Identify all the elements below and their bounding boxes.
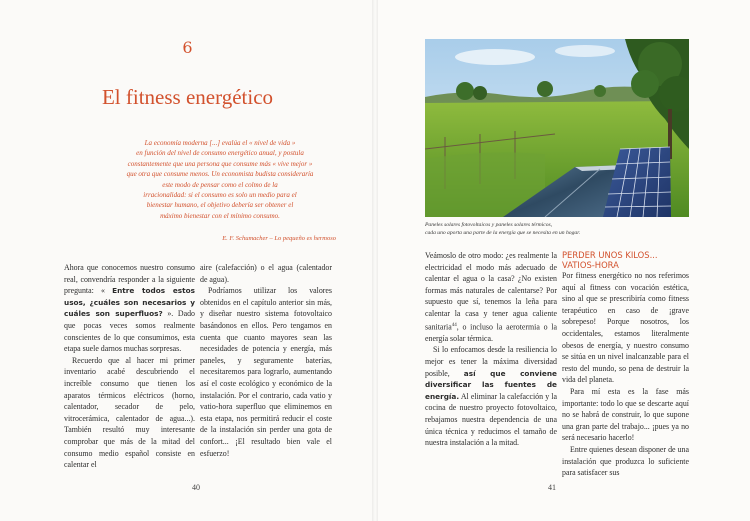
solar-panels-in-field-photo <box>425 39 689 217</box>
epigraph <box>104 138 336 221</box>
footnote-ref: 44 <box>451 322 457 328</box>
chapter-title: El fitness energético <box>101 85 274 109</box>
epigraph-line: este modo de pensar como el colmo de la <box>162 180 278 189</box>
epigraph-line: en función del nivel de consumo energético anual, y postula <box>136 149 304 158</box>
paragraph: Para mí esta es la fase más importante: todo lo que se descarte aquí no se habrá de construir, lo que supone una gran parte del trabajo... ¡pues ya no será necesario hacerlo! <box>562 386 689 443</box>
subheading-line: PERDER UNOS KILOS... <box>562 250 658 260</box>
paragraph-text: Ahora que conocemos nuestro consumo real, convendría responder a la siguiente pregunta: « <box>64 263 195 296</box>
caption-line: cada uno aporta una parte de la energía que se necesita en un hogar. <box>425 230 581 236</box>
caption-line: Paneles solares fotovoltaicos y paneles solares térmicos, <box>425 222 553 228</box>
epigraph-author: E. F. Schumacher – Lo pequeño es hermoso <box>222 235 336 242</box>
section-subheading <box>562 250 689 270</box>
epigraph-line: irracionalidad: si el consumo es solo un medio para el <box>143 191 297 200</box>
bold-statement: así que conviene diversificar las fuentes de energía. <box>425 368 557 401</box>
paragraph-text: Al eliminar la calefacción y la cocina de nuestro proyecto fotovoltaico, rebajamos nuestra dependencia de una única técnica y reducimos el tamaño de nuestra instalación a la mitad. <box>425 391 557 448</box>
paragraph: Recuerdo que al hacer mi primer inventario acabé descubriendo el increíble consumo que tienen los aparatos térmicos eléctricos (horno, calentador, secador de pelo, vitrocerámica, calentador de agua...). También resultó muy interesante comprobar que más de la mitad del consumo medio español consiste en calentar el <box>64 355 195 470</box>
paragraph: Por fitness energético no nos referimos aquí al fitness con vocación estética, sino al que se prescribiría como fitness terapéutico en caso de ¡grave sobrepeso! Porque nosotros, los occidentales, estamos literalmente obesos de energía, y nuestro consumo se sitúa en un nivel inalcanzable para el resto del mundo, so pena de destruir la vida del planeta. <box>562 271 689 385</box>
paragraph: aire (calefacción) o el agua (calentador de agua). <box>200 263 332 284</box>
epigraph-line: máximo bienestar con el mínimo consumo. <box>160 211 280 220</box>
paragraph-text: , o incluso la aerotermia o la energía solar térmica. <box>425 322 557 343</box>
paragraph-text: Si lo enfocamos desde la resiliencia lo mejor es tener la máxima diversidad posible, <box>425 345 557 378</box>
right-column-1 <box>425 250 557 449</box>
paragraph <box>425 250 557 344</box>
chapter-number: 6 <box>182 38 193 57</box>
paragraph: Entre quienes desean disponer de una instalación que produzca lo suficiente para satisfacer sus <box>562 444 689 478</box>
paragraph: Podríamos utilizar los valores obtenidos en el capítulo anterior sin más, y diseñar nuestro sistema fotovoltaico basándonos en ellos. Pero tengamos en cuenta que cuanto mayores sean las necesidades de potencia y energía, más paneles, y seguramente baterías, necesitaremos para lograrlo, aumentando así el coste ecológico y económico de la instalación. Por el contrario, cada vatio y vatio-hora superfluo que eliminemos en esta etapa, nos permitirá reducir el coste de la instalación sin perder una gota de confort... ¡El resultado bien vale el esfuerzo! <box>200 286 332 458</box>
epigraph-line: bienestar humano, el objetivo debería ser obtener el <box>146 201 294 210</box>
paragraph-text: Veámoslo de otro modo: ¿es realmente la electricidad el modo más adecuado de calentar el agua o la casa? ¿No existen formas más naturales de calentarse? Por supuesto que sí, tenemos la leña para calentar la casa y tener agua caliente sanitaria <box>425 251 557 332</box>
paragraph <box>64 262 195 355</box>
epigraph-line: constantemente que una persona que consume más « vive mejor » <box>127 159 313 168</box>
left-column-2 <box>200 262 332 459</box>
epigraph-line: La economía moderna [...] evalúa el « nivel de vida » <box>144 139 296 147</box>
subheading-line: VATIOS-HORA <box>562 260 619 270</box>
right-column-2 <box>562 250 689 479</box>
page-number-right: 41 <box>548 483 556 492</box>
page-number-left: 40 <box>192 483 200 492</box>
photo-caption <box>425 221 689 237</box>
bold-question: Entre todos estos usos, ¿cuáles son necesarios y cuáles son superfluos? <box>64 286 195 319</box>
paragraph-text: ». Dado que pocas veces somos realmente conscientes de lo que consumimos, esta etapa suele darnos muchas sorpresas. <box>64 309 195 354</box>
book-gutter <box>372 0 378 521</box>
paragraph <box>425 344 557 448</box>
left-column-1 <box>64 262 195 471</box>
epigraph-line: que otra que consume menos. Un economista budista consideraría <box>126 170 314 179</box>
